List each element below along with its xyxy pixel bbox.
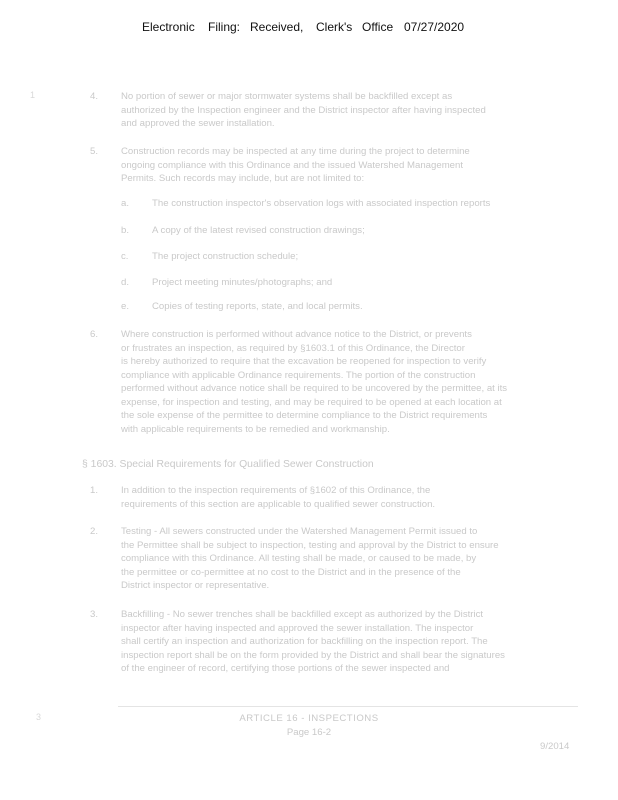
footer-title: ARTICLE 16 - INSPECTIONS	[239, 713, 379, 724]
item-line: Where construction is performed without advance notice to the District, or prevents	[121, 329, 472, 340]
margin-mark-top: 1	[30, 90, 36, 100]
item-line: requirements of this section are applicable to qualified sewer construction.	[121, 498, 436, 510]
item-line: Backfilling - No sewer trenches shall be backfilled except as authorized by the District	[121, 609, 484, 620]
subitem-text: A copy of the latest revised construction drawings;	[152, 225, 365, 236]
item-line: In addition to the inspection requirements of §1602 of this Ordinance, the	[121, 485, 431, 496]
subitem-letter: b.	[121, 225, 130, 236]
subitem-text: Project meeting minutes/photographs; and	[152, 277, 333, 288]
item-line: the Permittee shall be subject to inspection, testing and approval by the District to ensure	[121, 539, 499, 551]
stamp-date: 07/27/2020	[404, 20, 465, 34]
stamp-received: Received,	[250, 20, 304, 34]
item-line: compliance with applicable Ordinance requirements. The portion of the construction	[121, 369, 476, 381]
subitem-letter: e.	[121, 301, 130, 312]
item-line: the sole expense of the permittee to determine compliance to the District requirements	[121, 410, 488, 421]
section-heading: § 1603. Special Requirements for Qualified Sewer Construction	[82, 459, 374, 470]
subitem-text: The construction inspector's observation logs with associated inspection reports	[152, 198, 491, 209]
footer-date: 9/2014	[540, 741, 570, 752]
item-number: 2.	[90, 526, 99, 537]
item-number: 6.	[90, 329, 99, 340]
item-line: Construction records may be inspected at any time during the project to determine	[121, 146, 470, 157]
item-line: authorized by the Inspection engineer and the District inspector after having inspected	[121, 104, 486, 116]
stamp-electronic: Electronic	[142, 20, 195, 34]
item-line: compliance with this Ordinance. All testing shall be made, or caused to be made, by	[121, 553, 477, 564]
stamp-clerks: Clerk's	[316, 20, 353, 34]
item-line: shall certify an inspection and authorization for backfilling on the inspection report. The	[121, 636, 488, 647]
subitem-letter: d.	[121, 277, 130, 288]
item-text	[121, 328, 581, 436]
margin-mark-bottom: 3	[36, 712, 42, 722]
item-text	[121, 90, 581, 131]
footer-rule	[118, 706, 578, 707]
item-line: Testing - All sewers constructed under the Watershed Management Permit issued to	[121, 526, 478, 537]
item-line: and approved the sewer installation.	[121, 118, 275, 129]
item-line: Permits. Such records may include, but are not limited to:	[121, 173, 365, 184]
item-line: expense, for inspection and testing, and may be required to be opened at each location at	[121, 396, 502, 408]
item-line: is hereby authorized to require that the excavation be reopened for inspection to verify	[121, 356, 487, 367]
item-line: of the engineer of record, certifying those portions of the sewer inspected and	[121, 663, 450, 674]
item-line: with applicable requirements to be remedied and workmanship.	[121, 423, 390, 435]
item-text	[121, 484, 581, 511]
subitem-text: Copies of testing reports, state, and local permits.	[152, 301, 363, 312]
subitem-text: The project construction schedule;	[152, 251, 299, 262]
item-line: ongoing compliance with this Ordinance and the issued Watershed Management	[121, 159, 464, 171]
item-line: performed without advance notice shall be required to be uncovered by the permittee, at its	[121, 383, 508, 394]
stamp-filing: Filing:	[208, 20, 241, 34]
item-number: 5.	[90, 146, 99, 157]
item-number: 3.	[90, 609, 99, 620]
item-line: or frustrates an inspection, as required by §1603.1 of this Ordinance, the Director	[121, 342, 465, 354]
item-text	[121, 525, 581, 593]
item-line: inspection report shall be on the form provided by the District and shall bear the signatures	[121, 649, 505, 661]
footer-page: Page 16-2	[286, 727, 332, 738]
item-line: District inspector or representative.	[121, 580, 270, 591]
stamp-office: Office	[362, 20, 394, 34]
item-line: No portion of sewer or major stormwater systems shall be backfilled except as	[121, 91, 453, 102]
item-line: inspector after having inspected and approved the sewer installation. The inspector	[121, 622, 474, 634]
subitem-letter: c.	[121, 251, 129, 262]
subitem-letter: a.	[121, 198, 130, 209]
item-text	[121, 145, 581, 186]
item-line: the permittee or co-permittee at no cost to the District and in the presence of the	[121, 566, 461, 578]
item-text	[121, 608, 581, 676]
item-number: 1.	[90, 485, 99, 496]
item-number: 4.	[90, 91, 99, 102]
